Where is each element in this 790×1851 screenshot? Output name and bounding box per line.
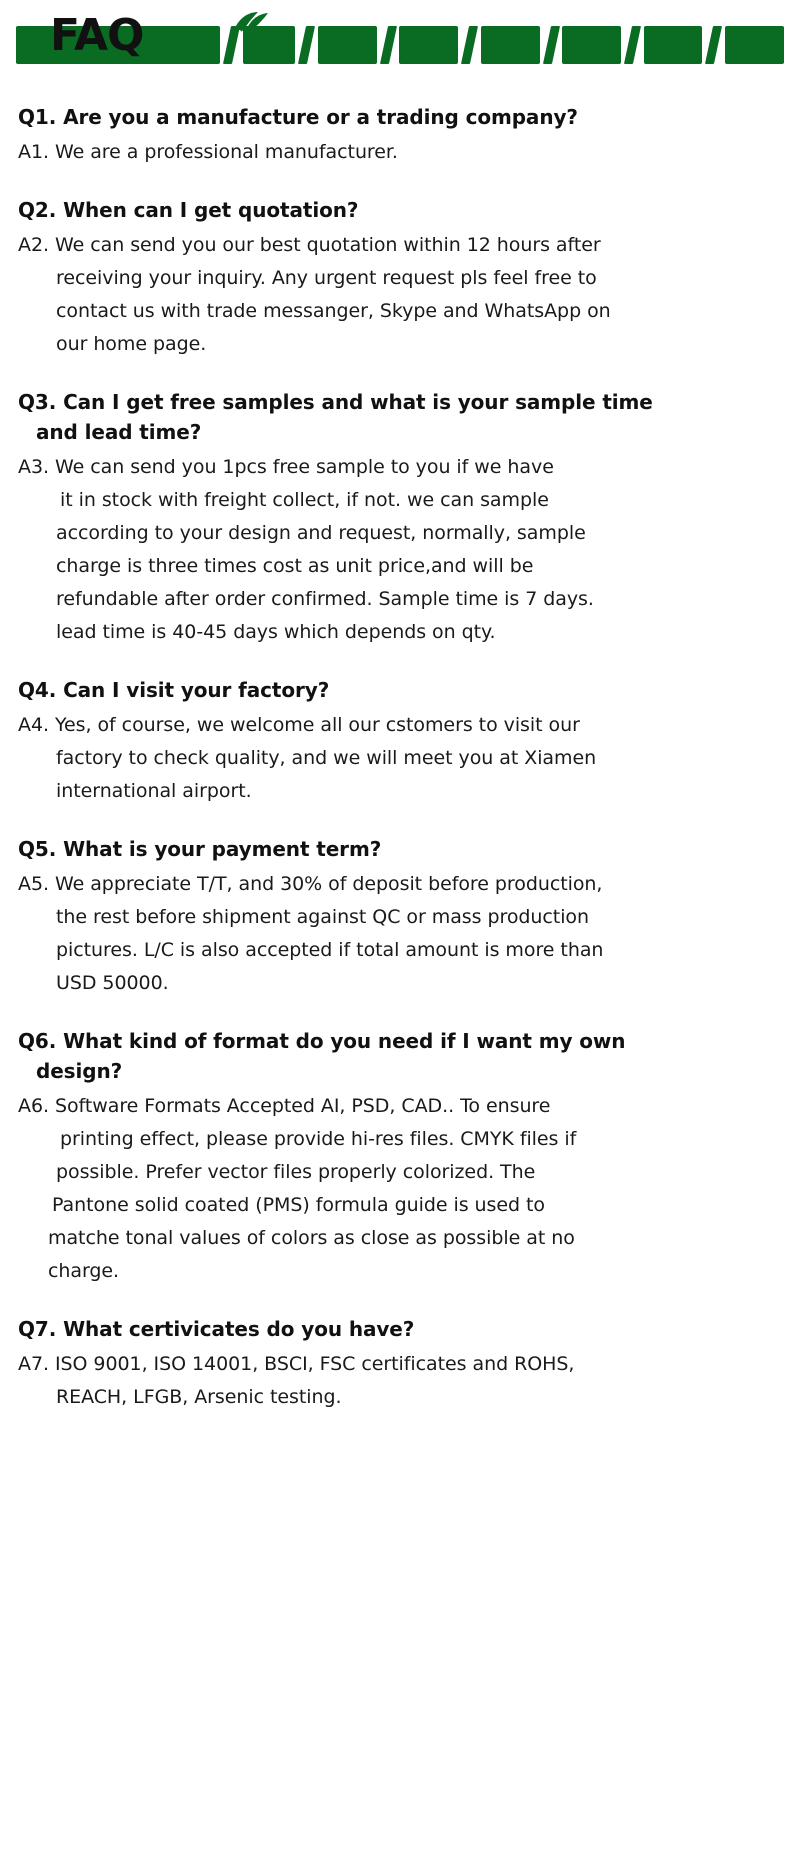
question-line: Q1. Are you a manufacture or a trading company? (18, 105, 578, 129)
answer-line: A1. We are a professional manufacturer. (18, 141, 398, 163)
question-line: Q5. What is your payment term? (18, 837, 382, 861)
answer-line: A7. ISO 9001, ISO 14001, BSCI, FSC certificates and ROHS, (18, 1353, 575, 1375)
answer-line: possible. Prefer vector files properly colorized. The (56, 1161, 536, 1183)
bamboo-segment (399, 26, 458, 64)
answer-line: it in stock with freight collect, if not. we can sample (60, 489, 549, 511)
bamboo-leaf-icon (232, 10, 270, 32)
faq-answer (18, 868, 772, 1000)
faq-answer (18, 136, 772, 169)
question-line: Q3. Can I get free samples and what is your sample time (18, 390, 653, 414)
bamboo-node (705, 26, 722, 64)
answer-line: Pantone solid coated (PMS) formula guide is used to (52, 1194, 545, 1216)
answer-line: A4. Yes, of course, we welcome all our cstomers to visit our (18, 714, 580, 736)
answer-line: A5. We appreciate T/T, and 30% of deposit before production, (18, 873, 603, 895)
faq-question (18, 1026, 772, 1086)
answer-line: USD 50000. (56, 972, 169, 994)
bamboo-node (461, 26, 478, 64)
faq-question (18, 195, 772, 225)
faq-header-banner (10, 10, 780, 72)
answer-line: pictures. L/C is also accepted if total amount is more than (56, 939, 604, 961)
faq-item (18, 1026, 772, 1288)
faq-question (18, 834, 772, 864)
bamboo-segment (562, 26, 621, 64)
answer-line: matche tonal values of colors as close as possible at no (48, 1227, 575, 1249)
answer-line: charge is three times cost as unit price,and will be (56, 555, 534, 577)
page-title: FAQ (50, 10, 144, 61)
bamboo-segment (318, 26, 377, 64)
bamboo-segment (481, 26, 540, 64)
answer-line: A2. We can send you our best quotation within 12 hours after (18, 234, 601, 256)
answer-line: A6. Software Formats Accepted AI, PSD, CAD.. To ensure (18, 1095, 551, 1117)
question-line: Q4. Can I visit your factory? (18, 678, 330, 702)
faq-list (10, 102, 780, 1414)
bamboo-segment (725, 26, 784, 64)
question-line: and lead time? (36, 420, 202, 444)
faq-item (18, 834, 772, 1000)
answer-line: printing effect, please provide hi-res files. CMYK files if (60, 1128, 577, 1150)
faq-page (0, 10, 790, 1851)
faq-item (18, 195, 772, 361)
faq-question (18, 1314, 772, 1344)
answer-line: factory to check quality, and we will meet you at Xiamen (56, 747, 597, 769)
faq-answer (18, 229, 772, 361)
answer-line: REACH, LFGB, Arsenic testing. (56, 1386, 342, 1408)
faq-answer (18, 1090, 772, 1288)
answer-line: our home page. (56, 333, 207, 355)
faq-item (18, 387, 772, 649)
answer-line: charge. (48, 1260, 120, 1282)
question-line: Q6. What kind of format do you need if I want my own (18, 1029, 626, 1053)
answer-line: lead time is 40-45 days which depends on qty. (56, 621, 496, 643)
question-line: Q7. What certivicates do you have? (18, 1317, 415, 1341)
faq-answer (18, 1348, 772, 1414)
faq-item (18, 1314, 772, 1414)
faq-answer (18, 451, 772, 649)
faq-question (18, 675, 772, 705)
faq-question (18, 102, 772, 132)
bamboo-node (624, 26, 641, 64)
answer-line: international airport. (56, 780, 252, 802)
faq-item (18, 102, 772, 169)
bamboo-node (380, 26, 397, 64)
answer-line: receiving your inquiry. Any urgent request pls feel free to (56, 267, 597, 289)
answer-line: contact us with trade messanger, Skype and WhatsApp on (56, 300, 611, 322)
faq-item (18, 675, 772, 808)
question-line: Q2. When can I get quotation? (18, 198, 359, 222)
faq-question (18, 387, 772, 447)
bamboo-node (298, 26, 315, 64)
bamboo-node (543, 26, 560, 64)
answer-line: the rest before shipment against QC or mass production (56, 906, 589, 928)
bamboo-segment (644, 26, 703, 64)
answer-line: refundable after order confirmed. Sample time is 7 days. (56, 588, 594, 610)
question-line: design? (36, 1059, 123, 1083)
answer-line: A3. We can send you 1pcs free sample to you if we have (18, 456, 554, 478)
answer-line: according to your design and request, normally, sample (56, 522, 586, 544)
faq-answer (18, 709, 772, 808)
